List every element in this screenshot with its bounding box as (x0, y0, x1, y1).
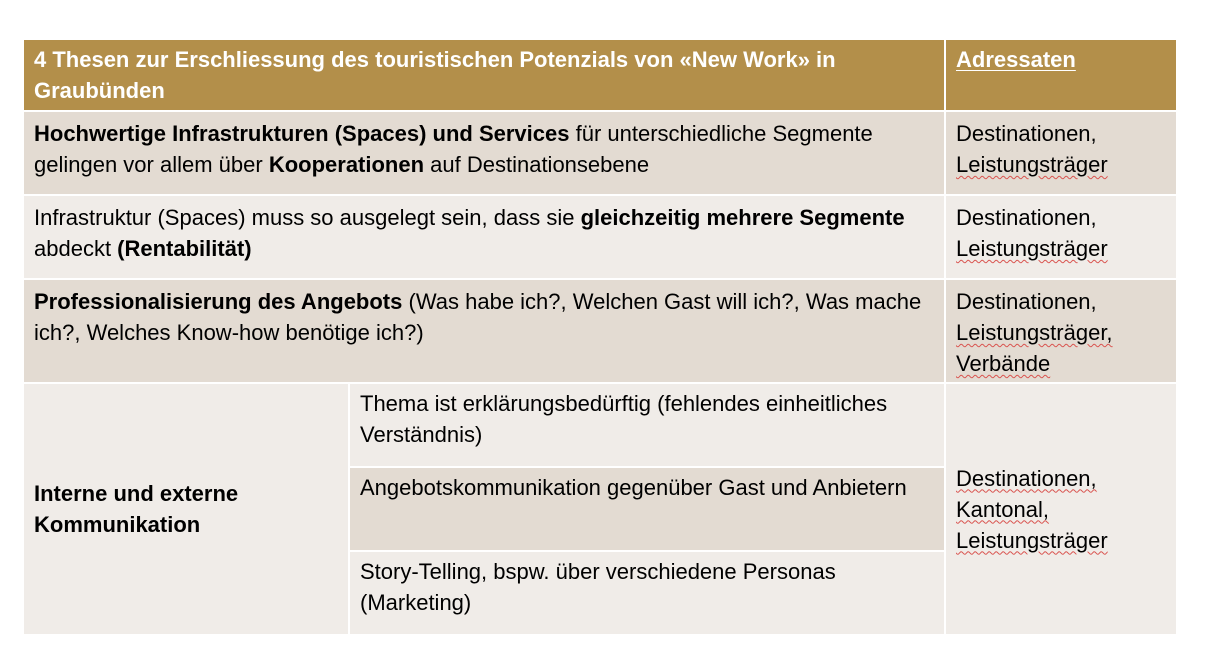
subitem-text: Angebotskommunikation gegenüber Gast und Anbietern (360, 475, 907, 500)
addressees-3-cell (946, 280, 1176, 382)
addressee-item: Verbände (956, 351, 1051, 376)
addressee-item: Leistungsträger (956, 527, 1108, 553)
thesis-2-text: Infrastruktur (Spaces) muss so ausgelegt sein, dass sie gleichzeitig mehrere Segmente abdeckt (Rentabilität) (34, 205, 905, 261)
header-addressees: Adressaten (956, 47, 1076, 72)
addressee-item: Destinationen, (956, 121, 1097, 146)
thesis-1-text: Hochwertige Infrastrukturen (Spaces) und Services für unterschiedliche Segmente gelingen vor allem über Kooperationen auf Destinationsebene (34, 121, 873, 177)
addressees-2-cell (946, 196, 1176, 278)
subitem-text: Story-Telling, bspw. über verschiedene Personas (Marketing) (360, 559, 836, 615)
addressee-item: Leistungsträger, (956, 320, 1113, 345)
subitem-text: Thema ist erklärungsbedürftig (fehlendes einheitliches Verständnis) (360, 391, 888, 447)
thesis-2-cell (24, 196, 944, 278)
addressee-item: Destinationen, (956, 289, 1097, 314)
addressees-4-cell (946, 384, 1176, 634)
header-title-cell (24, 40, 944, 110)
addressees-1-cell (946, 112, 1176, 194)
communication-label-cell (24, 384, 348, 634)
communication-subitem-2 (350, 468, 944, 550)
addressee-item: Destinationen, (956, 465, 1097, 491)
thesis-3-cell (24, 280, 944, 382)
header-title: 4 Thesen zur Erschliessung des touristischen Potenzials von «New Work» in Graubünden (34, 47, 836, 103)
addressee-item: Destinationen, (956, 205, 1097, 230)
communication-subitem-3 (350, 552, 944, 634)
thesis-1-cell (24, 112, 944, 194)
addressee-item: Leistungsträger (956, 152, 1108, 177)
communication-label: Interne und externe Kommunikation (34, 481, 239, 537)
header-addressees-cell (946, 40, 1176, 110)
thesis-3-text: Professionalisierung des Angebots (Was habe ich?, Welchen Gast will ich?, Was mache ich?, Welches Know-how benötige ich?) (34, 289, 922, 345)
communication-subitem-1 (350, 384, 944, 466)
addressee-item: Kantonal, (956, 496, 1049, 522)
addressee-item: Leistungsträger (956, 236, 1108, 261)
